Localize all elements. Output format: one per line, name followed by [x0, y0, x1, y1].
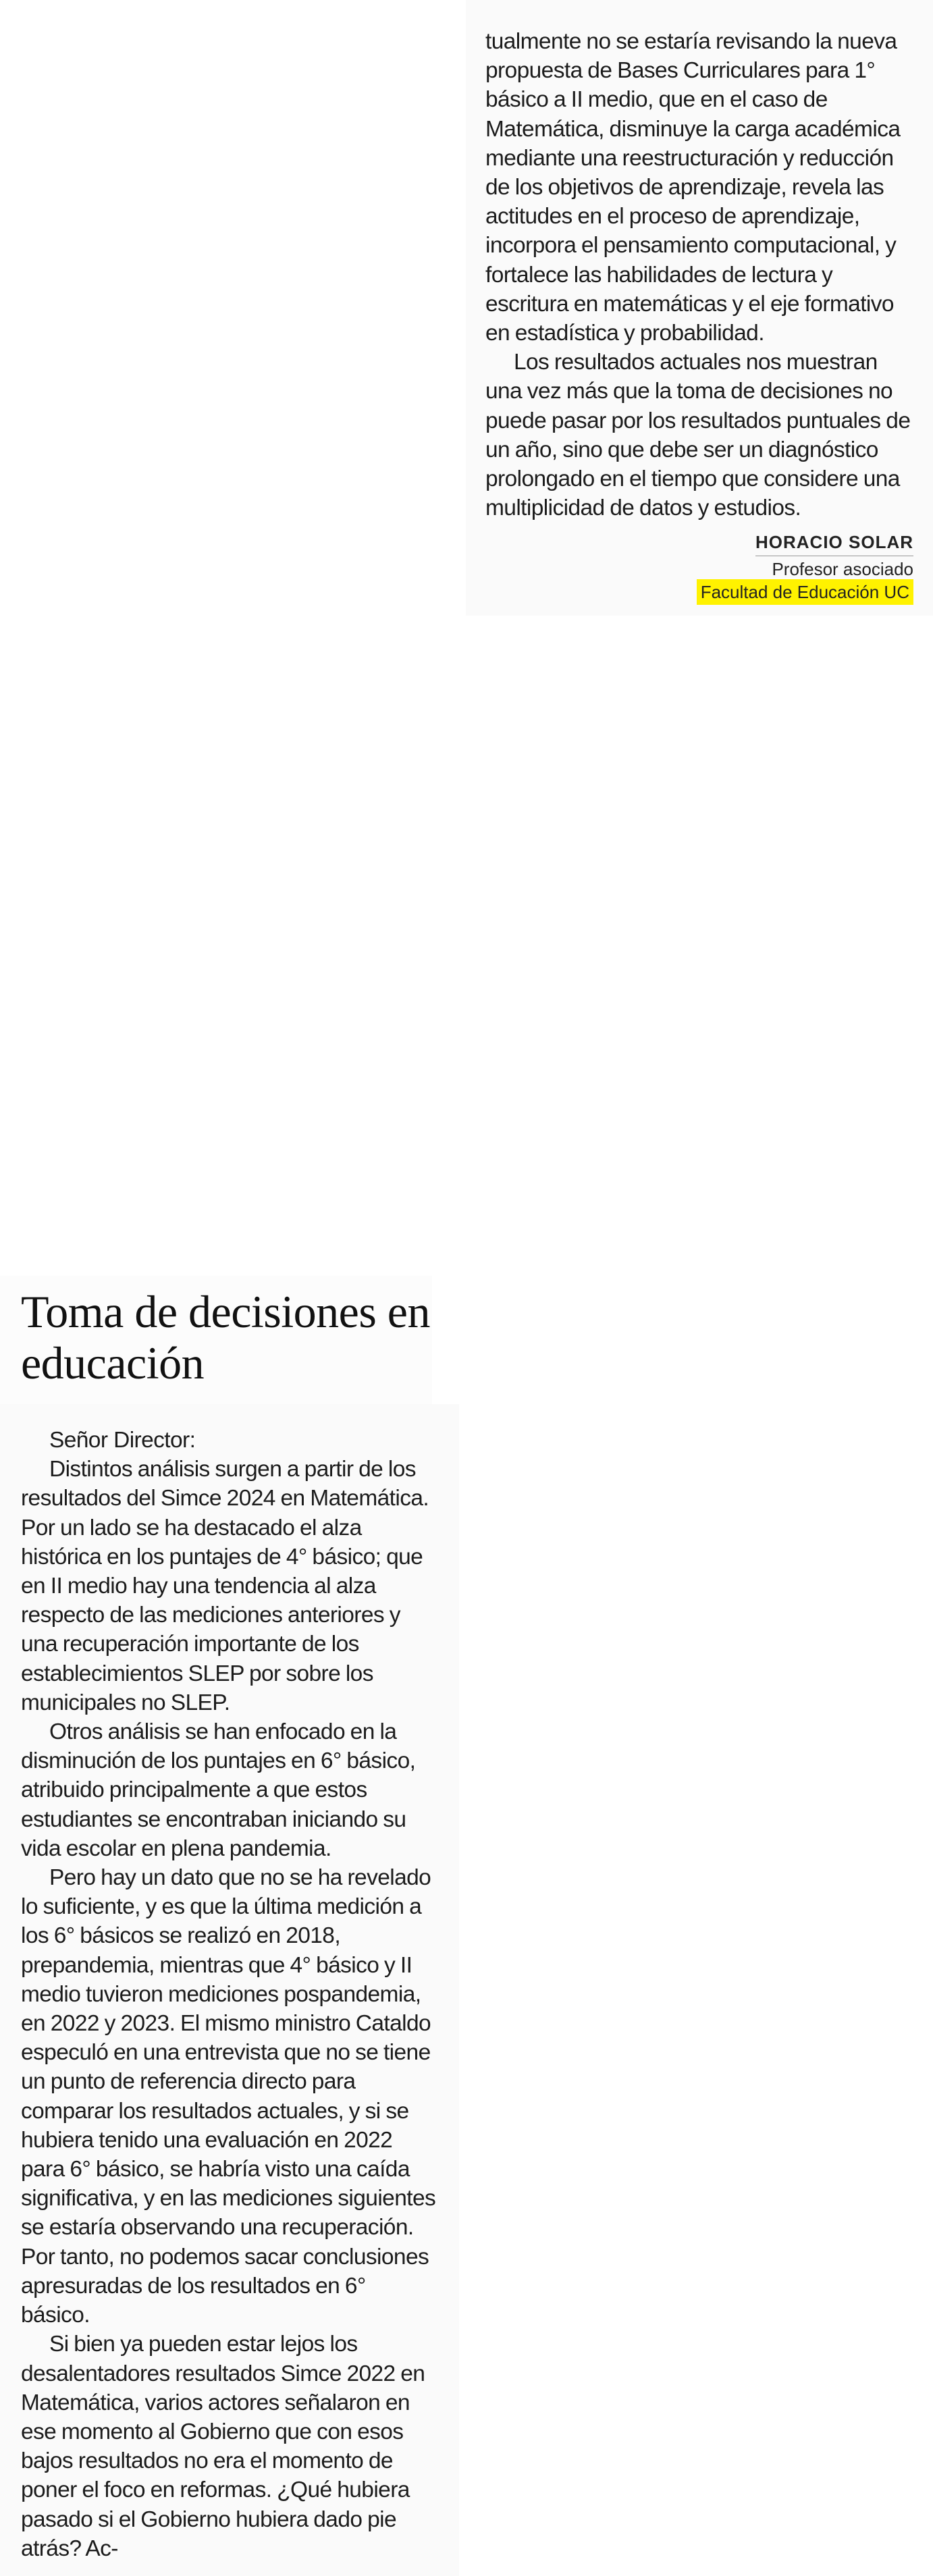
article-paragraph: tualmente no se estaría revisando la nueva propuesta de Bases Curriculares para 1° básico a II medio, que en el caso de Matemática, disminuye la carga académica mediante una reestructuración y reducción de los objetivos de aprendizaje, revela las actitudes en el proceso de aprendizaje, incorpora el pensamiento computacional, y fortalece las habilidades de lectura y escritura en matemáticas y el eje formativo en estadística y probabilidad. — [485, 29, 901, 346]
signature-block — [485, 532, 913, 605]
author-name: HORACIO SOLAR — [755, 532, 913, 556]
author-institution: Facultad de Educación UC — [697, 579, 913, 605]
article-body-column — [0, 1404, 459, 2576]
article-paragraph: Pero hay un dato que no se ha revelado lo suficiente, y es que la última medición a los 6° básicos se realizó en 2018, prepandemia, mientras que 4° básico y II medio tuvieron mediciones pospandemia, en 2022 y 2023. El mismo ministro Cataldo especuló en una entrevista que no se tiene un punto de referencia directo para comparar los resultados actuales, y si se hubiera tenido una evaluación en 2022 para 6° básico, se habría visto una caída significativa, y en las mediciones siguientes se estaría observando una recuperación. Por tanto, no podemos sacar conclusiones apresuradas de los resultados en 6° básico. — [21, 1865, 436, 2328]
article-continuation-column — [466, 0, 933, 616]
salutation: Señor Director: — [49, 1428, 196, 1453]
article-title: Toma de decisiones en educación — [21, 1286, 430, 1389]
article-paragraph: Otros análisis se han enfocado en la disminución de los puntajes en 6° básico, atribuido principalmente a que estos estudiantes se encontraban iniciando su vida escolar en plena pandemia. — [21, 1719, 416, 1861]
article-paragraph: Distintos análisis surgen a partir de los resultados del Simce 2024 en Matemática. Por un lado se ha destacado el alza histórica en los puntajes de 4° básico; que en II medio hay una tendencia al alza respecto de las mediciones anteriores y una recuperación importante de los establecimientos SLEP por sobre los municipales no SLEP. — [21, 1457, 429, 1715]
author-role: Profesor asociado — [772, 559, 913, 580]
article-paragraph: Si bien ya pueden estar lejos los desalentadores resultados Simce 2022 en Matemática, varios actores señalaron en ese momento al Gobierno que con esos bajos resultados no era el momento de poner el foco en reformas. ¿Qué hubiera pasado si el Gobierno hubiera dado pie atrás? Ac- — [21, 2332, 425, 2561]
article-paragraph: Los resultados actuales nos muestran una vez más que la toma de decisiones no puede pasar por los resultados puntuales de un año, sino que debe ser un diagnóstico prolongado en el tiempo que considere una multiplicidad de datos y estudios. — [485, 350, 911, 521]
